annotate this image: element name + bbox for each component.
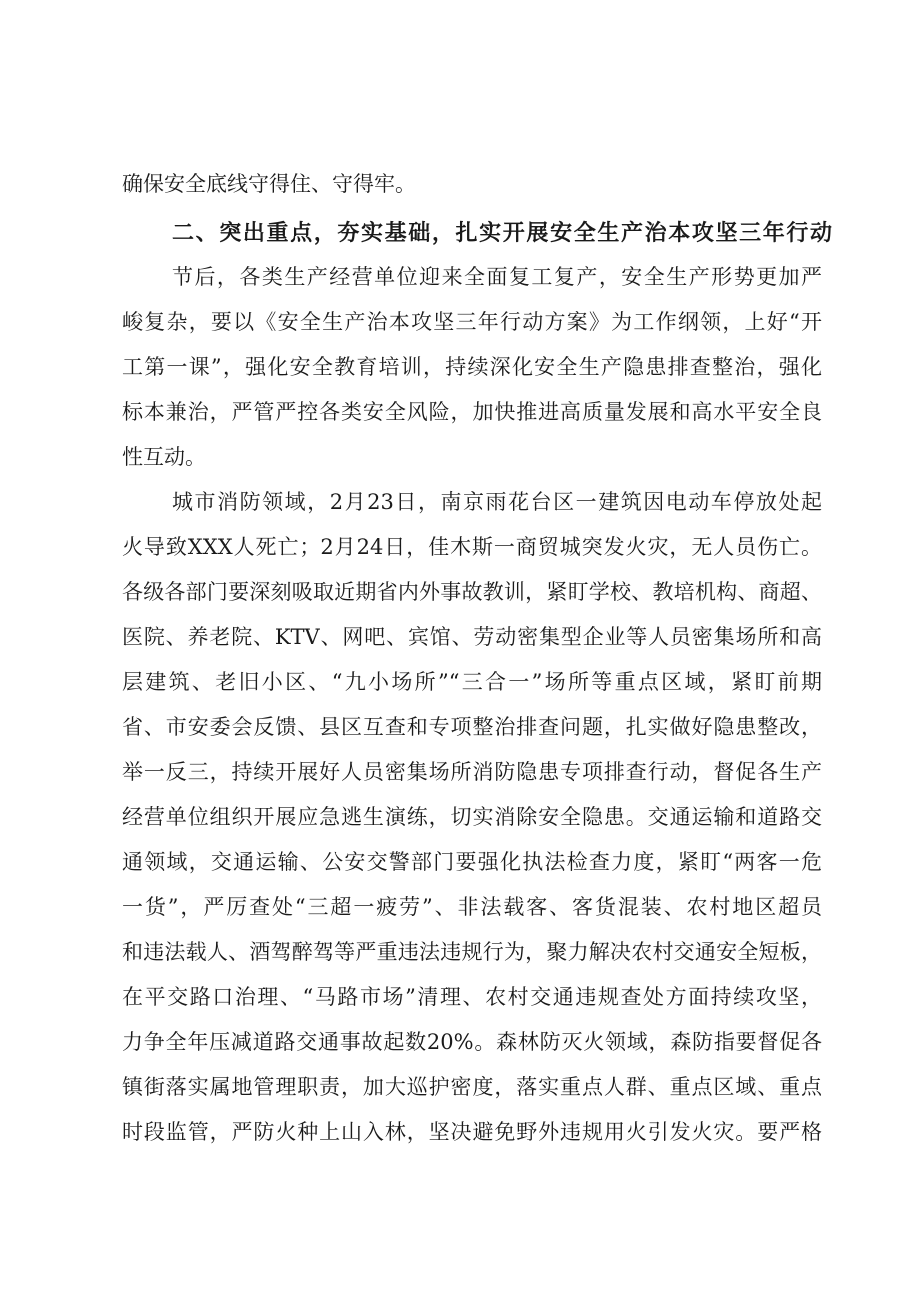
- paragraph-1-line: 节后，各类生产经营单位迎来全面复工复产，安全生产形势更加严: [172, 265, 822, 289]
- paragraph-2-line: 城市消防领域，2月23日，南京雨花台区一建筑因电动车停放处起: [172, 490, 822, 514]
- paragraph-1-line: 工第一课”，强化安全教育培训，持续深化安全生产隐患排查整治，强化: [122, 355, 822, 379]
- section-heading: 二、突出重点，夯实基础，扎实开展安全生产治本攻坚三年行动: [172, 221, 832, 246]
- paragraph-intro-tail: 确保安全底线守得住、守得牢。: [122, 172, 416, 196]
- paragraph-2-line: 层建筑、老旧小区、“九小场所”“三合一”场所等重点区域，紧盯前期: [122, 670, 822, 694]
- paragraph-2-line: 经营单位组织开展应急逃生演练，切实消除安全隐患。交通运输和道路交: [122, 805, 822, 829]
- paragraph-1-line: 峻复杂，要以《安全生产治本攻坚三年行动方案》为工作纲领，上好“开: [122, 310, 822, 334]
- paragraph-2-line: 在平交路口治理、“马路市场”清理、农村交通违规查处方面持续攻坚，: [122, 985, 822, 1009]
- paragraph-2-line: 和违法载人、酒驾醉驾等严重违法违规行为，聚力解决农村交通安全短板，: [122, 940, 822, 964]
- paragraph-2-line: 省、市安委会反馈、县区互查和专项整治排查问题，扎实做好隐患整改，: [122, 715, 822, 739]
- paragraph-2-line: 火导致XXX人死亡；2月24日，佳木斯一商贸城突发火灾，无人员伤亡。: [122, 535, 822, 559]
- paragraph-2-line: 一货”，严厉查处“三超一疲劳”、非法载客、客货混装、农村地区超员: [122, 895, 822, 919]
- paragraph-2-line: 力争全年压减道路交通事故起数20%。森林防灭火领域，森防指要督促各: [122, 1030, 822, 1054]
- paragraph-1-line: 性互动。: [122, 445, 206, 469]
- paragraph-2-line: 时段监管，严防火种上山入林，坚决避免野外违规用火引发火灾。要严格: [122, 1120, 822, 1144]
- paragraph-2-line: 镇街落实属地管理职责，加大巡护密度，落实重点人群、重点区域、重点: [122, 1075, 822, 1099]
- paragraph-2-line: 医院、养老院、KTV、网吧、宾馆、劳动密集型企业等人员密集场所和高: [122, 625, 822, 649]
- paragraph-2-line: 举一反三，持续开展好人员密集场所消防隐患专项排查行动，督促各生产: [122, 760, 822, 784]
- paragraph-2-line: 通领域，交通运输、公安交警部门要强化执法检查力度，紧盯“两客一危: [122, 850, 822, 874]
- paragraph-2-line: 各级各部门要深刻吸取近期省内外事故教训，紧盯学校、教培机构、商超、: [122, 580, 822, 604]
- paragraph-1-line: 标本兼治，严管严控各类安全风险，加快推进高质量发展和高水平安全良: [122, 400, 822, 424]
